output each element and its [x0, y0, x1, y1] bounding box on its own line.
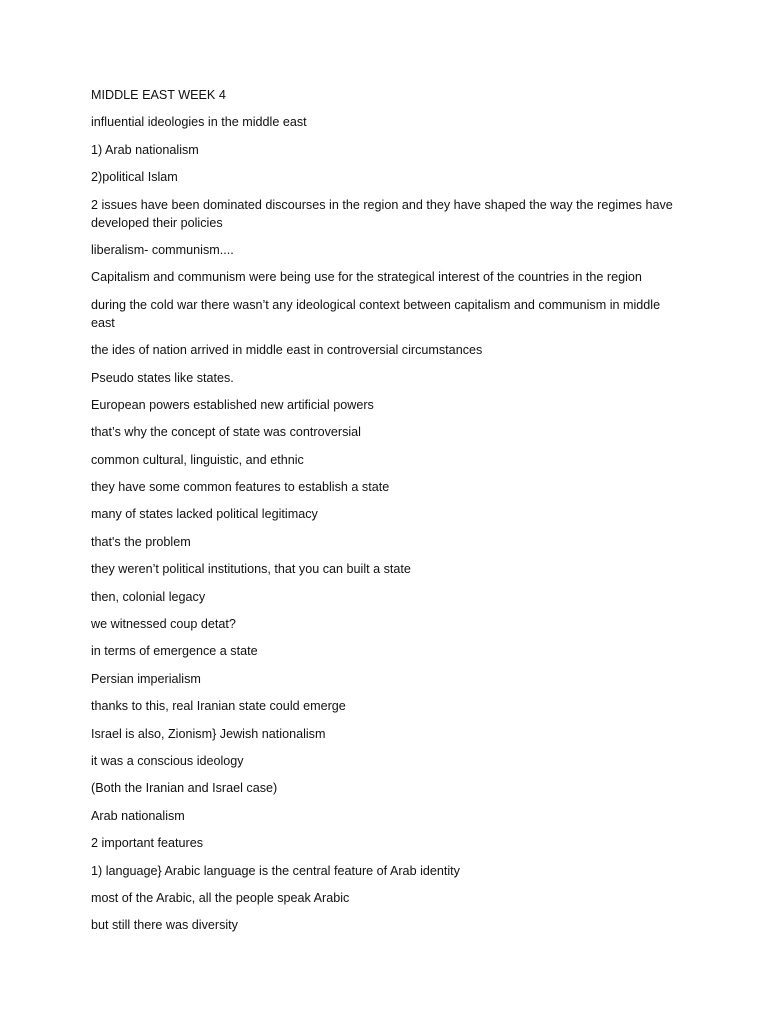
paragraph: most of the Arabic, all the people speak Arabic	[91, 890, 350, 905]
paragraph: Israel is also, Zionism} Jewish nationalism	[91, 726, 326, 741]
paragraph: many of states lacked political legitimacy	[91, 507, 318, 522]
paragraph: they weren’t political institutions, that you can built a state	[91, 562, 411, 577]
document-title: MIDDLE EAST WEEK 4	[91, 88, 226, 102]
paragraph: they have some common features to establish a state	[91, 480, 390, 495]
paragraph: (Both the Iranian and Israel case)	[91, 781, 278, 796]
paragraph: common cultural, linguistic, and ethnic	[91, 452, 304, 467]
paragraph: it was a conscious ideology	[91, 753, 244, 768]
paragraph: but still there was diversity	[91, 918, 238, 933]
paragraph: Persian imperialism	[91, 671, 201, 686]
paragraph: that's the problem	[91, 534, 191, 549]
paragraph: Pseudo states like states.	[91, 370, 234, 385]
paragraph: 2)political Islam	[91, 170, 178, 185]
paragraph: we witnessed coup detat?	[91, 617, 236, 632]
paragraph: 2 issues have been dominated discourses in the region and they have shaped the way the regimes have developed their policies	[91, 197, 673, 230]
paragraph: then, colonial legacy	[91, 589, 206, 604]
paragraph: influential ideologies in the middle east	[91, 115, 307, 130]
paragraph: liberalism- communism....	[91, 242, 234, 257]
paragraph: 1) Arab nationalism	[91, 142, 199, 157]
paragraph: Capitalism and communism were being use for the strategical interest of the countries in the region	[91, 270, 642, 285]
paragraph: the ides of nation arrived in middle east in controversial circumstances	[91, 343, 483, 358]
paragraph: thanks to this, real Iranian state could emerge	[91, 699, 346, 714]
paragraph: Arab nationalism	[91, 808, 185, 823]
paragraph: European powers established new artificial powers	[91, 397, 374, 412]
document-body	[91, 86, 681, 944]
paragraph: 1) language} Arabic language is the central feature of Arab identity	[91, 863, 460, 878]
paragraph: in terms of emergence a state	[91, 644, 258, 659]
paragraph: 2 important features	[91, 836, 204, 851]
paragraph: that’s why the concept of state was controversial	[91, 425, 361, 440]
paragraph: during the cold war there wasn’t any ideological context between capitalism and communism in middle east	[91, 297, 661, 330]
